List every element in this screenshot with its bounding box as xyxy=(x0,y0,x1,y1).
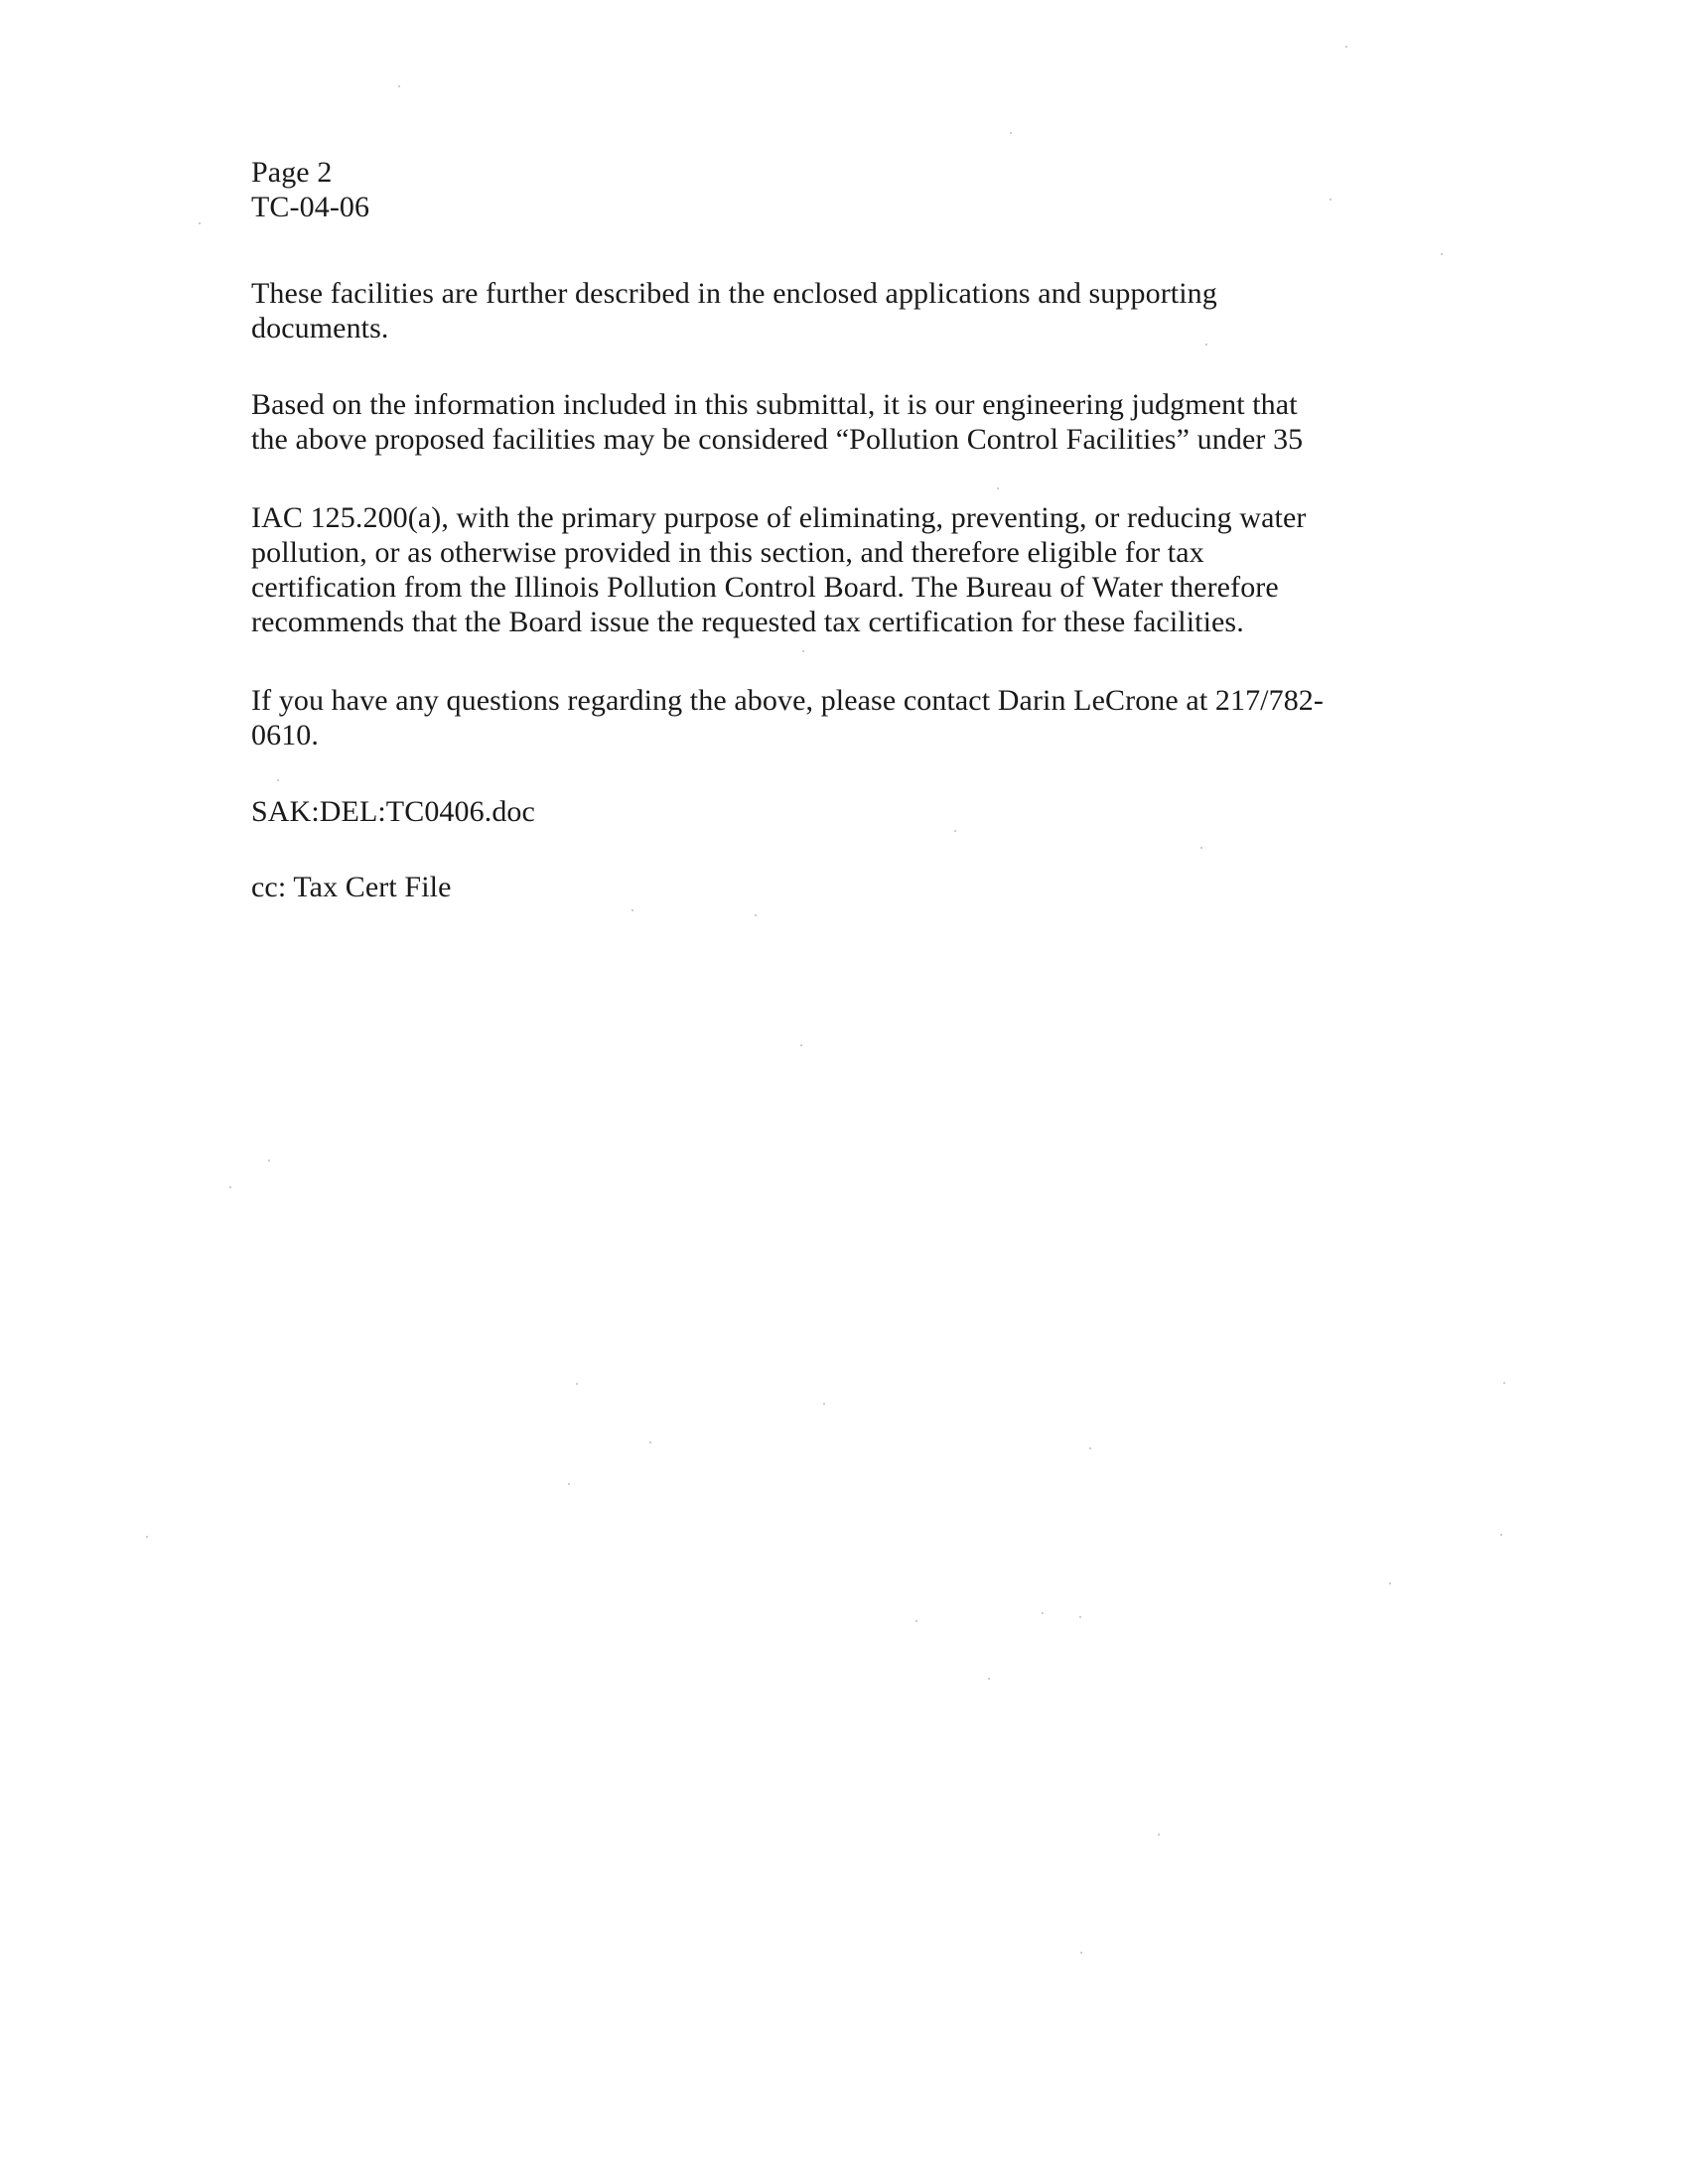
scan-speck xyxy=(988,1678,990,1680)
scan-speck xyxy=(199,222,201,224)
scan-speck xyxy=(268,1160,270,1161)
paragraph-line: These facilities are further described in the enclosed applications and supporting xyxy=(251,277,1217,310)
scan-speck xyxy=(915,1620,917,1622)
scan-speck xyxy=(1441,253,1443,255)
scan-speck xyxy=(1389,1582,1391,1584)
scan-speck xyxy=(800,1044,802,1046)
page-number-label: Page 2 xyxy=(251,156,333,189)
scan-speck xyxy=(398,85,400,87)
scan-speck xyxy=(1079,1616,1081,1618)
paragraph-line: documents. xyxy=(251,312,389,344)
scan-speck xyxy=(576,1383,578,1385)
paragraph-facilities-description xyxy=(251,276,1443,345)
scan-speck xyxy=(1010,132,1012,134)
scan-speck xyxy=(146,1536,148,1538)
reference-initials xyxy=(251,794,1443,829)
scan-speck xyxy=(997,487,999,489)
scan-speck xyxy=(277,779,279,781)
paragraph-line: pollution, or as otherwise provided in this section, and therefore eligible for tax xyxy=(251,536,1204,569)
scan-speck xyxy=(1345,46,1347,48)
scan-speck xyxy=(1500,1534,1502,1536)
paragraph-contact xyxy=(251,683,1443,752)
scan-speck xyxy=(802,650,804,652)
paragraph-line: IAC 125.200(a), with the primary purpose of eliminating, preventing, or reducing water xyxy=(251,501,1307,534)
scan-speck xyxy=(229,1186,231,1188)
paragraph-line: 0610. xyxy=(251,719,319,751)
scan-speck xyxy=(755,914,757,916)
paragraph-recommendation xyxy=(251,500,1443,639)
scan-speck xyxy=(1042,1612,1044,1614)
paragraph-engineering-judgment xyxy=(251,387,1443,457)
scan-speck xyxy=(632,909,633,911)
scan-speck xyxy=(568,1483,570,1485)
paragraph-line: recommends that the Board issue the requested tax certification for these facilities. xyxy=(251,606,1244,638)
paragraph-line: the above proposed facilities may be considered “Pollution Control Facilities” under 35 xyxy=(251,423,1304,456)
paragraph-line: certification from the Illinois Pollution Control Board. The Bureau of Water therefore xyxy=(251,571,1279,604)
scan-speck xyxy=(1200,847,1202,849)
page-header xyxy=(251,155,1443,224)
scan-speck xyxy=(1330,199,1332,201)
scan-speck xyxy=(649,1441,651,1443)
scan-speck xyxy=(823,1403,825,1405)
paragraph-line: If you have any questions regarding the above, please contact Darin LeCrone at 217/782- xyxy=(251,684,1324,717)
scan-speck xyxy=(1080,1952,1082,1954)
scan-speck xyxy=(954,830,956,832)
scan-speck xyxy=(1205,343,1207,345)
scan-speck xyxy=(1158,1834,1160,1836)
scan-speck xyxy=(1503,1382,1505,1384)
cc-line xyxy=(251,870,1443,904)
cc-text: cc: Tax Cert File xyxy=(251,871,452,903)
scan-speck xyxy=(1089,1447,1091,1449)
reference-line: SAK:DEL:TC0406.doc xyxy=(251,795,535,828)
paragraph-line: Based on the information included in this submittal, it is our engineering judgment that xyxy=(251,388,1298,421)
document-id: TC-04-06 xyxy=(251,191,370,223)
